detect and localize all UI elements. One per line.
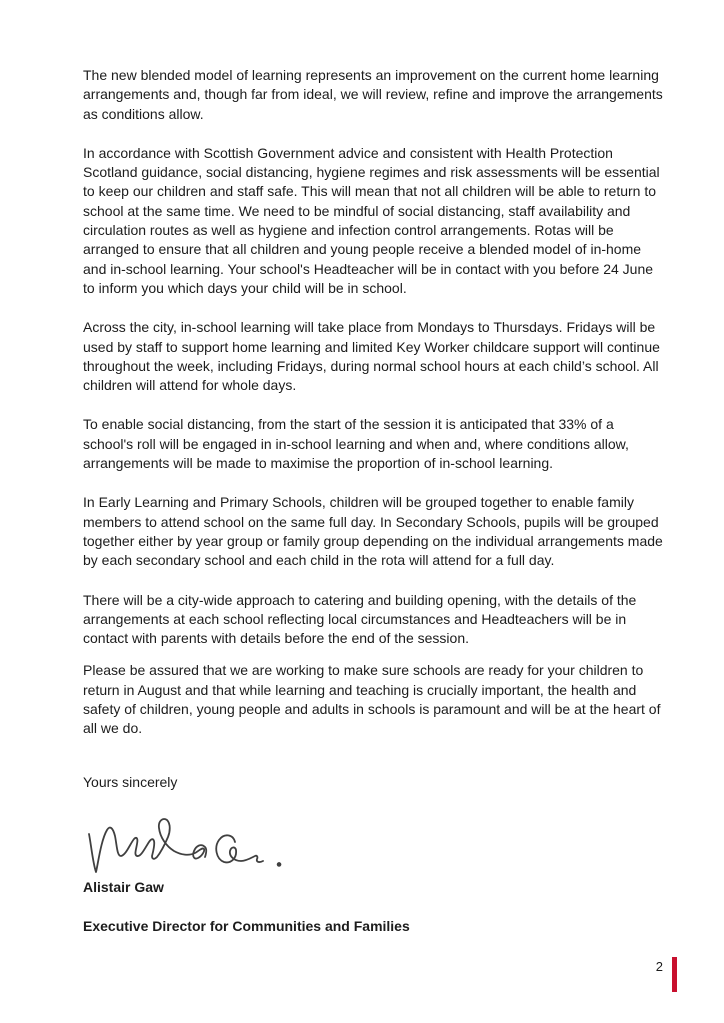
closing-salutation: Yours sincerely — [83, 773, 178, 790]
paragraph-4: To enable social distancing, from the start of the session it is anticipated that 33% of a school's roll will be engaged in in-school learning and when and, where conditions allow, arrangements will be made to maximise the proportion of in-school learning. — [83, 416, 629, 472]
handwritten-signature-icon — [83, 806, 298, 878]
paragraph-3: Across the city, in-school learning will take place from Mondays to Thursdays. Fridays will be used by staff to support home learning and limited Key Worker childcare support will continue throughout the week, including Fridays, during normal school hours at each child’s school. All children will attend for whole days. — [83, 319, 660, 394]
signature-image — [83, 806, 663, 878]
footer-accent-bar — [672, 957, 677, 992]
paragraph-1: The new blended model of learning represents an improvement on the current home learning arrangements and, though far from ideal, we will review, refine and improve the arrangements as conditions allow. — [83, 67, 663, 122]
signatory-title: Executive Director for Communities and Families — [83, 918, 410, 935]
page-footer — [656, 957, 677, 992]
paragraph-6: There will be a city-wide approach to catering and building opening, with the details of the arrangements at each school reflecting local circumstances and Headteachers will be in contact with parents with details before the end of the session. — [83, 591, 637, 647]
signatory-name: Alistair Gaw — [83, 878, 164, 895]
page-number: 2 — [655, 959, 663, 974]
paragraph-2: In accordance with Scottish Government advice and consistent with Health Protection Scotland guidance, social distancing, hygiene regimes and risk assessments will be essential to keep our children and staff safe. This will mean that not all children will be able to return to school at the same time. We need to be mindful of social distancing, staff availability and circulation routes as well as hygiene and infection control arrangements. Rotas will be arranged to ensure that all children and young people receive a blended model of in-home and in-school learning. Your school's Headteacher will be in contact with you before 24 June to inform you which days your child will be in school. — [83, 144, 660, 296]
paragraph-7: Please be assured that we are working to make sure schools are ready for your children to return in August and that while learning and teaching is crucially important, the health and safety of children, young people and adults in schools is paramount and will be at the heart of all we do. — [83, 662, 661, 737]
letter-body — [83, 66, 663, 957]
paragraph-5: In Early Learning and Primary Schools, children will be grouped together to enable family members to attend school on the same full day. In Secondary Schools, pupils will be grouped together either by year group or family group depending on the individual arrangements made by each secondary school and each child in the rota will attend for a full day. — [83, 494, 663, 569]
